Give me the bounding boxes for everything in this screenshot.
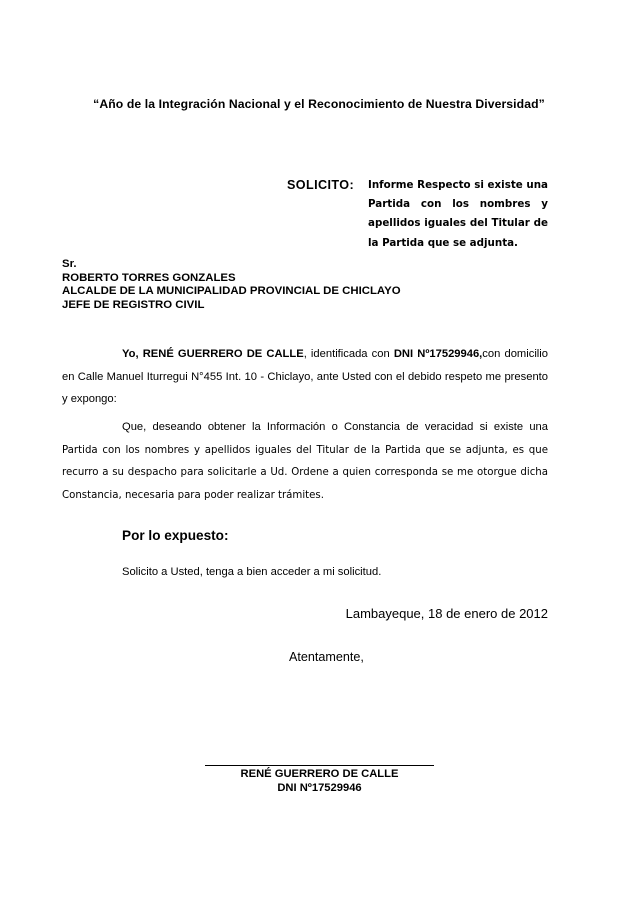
- addressee-block: [62, 258, 401, 312]
- paragraph-introduction: [62, 343, 548, 411]
- signature-line: [205, 765, 434, 766]
- addressee-position: ALCALDE DE LA MUNICIPALIDAD PROVINCIAL DE CHICLAYO: [62, 285, 401, 297]
- addressee-office: JEFE DE REGISTRO CIVIL: [62, 298, 205, 311]
- signer-dni: DNI Nº17529946: [277, 781, 362, 794]
- paragraph1-text-a: , identificada con: [303, 348, 394, 360]
- signer-name: RENÉ GUERRERO DE CALLE: [240, 768, 399, 780]
- final-request: Solicito a Usted, tenga a bien acceder a mi solicitud.: [122, 566, 382, 578]
- applicant-name: Yo, RENÉ GUERRERO DE CALLE: [122, 348, 304, 360]
- solicito-label: SOLICITO:: [287, 178, 355, 192]
- paragraph2-body: Partida con los nombres y apellidos iguales del Titular de la Partida que se adjunta, es que recurro a su despacho para solicitarle a Ud. Ordene a quien corresponda se me otorgue dicha Constancia, necesaria para poder realizar trámites.: [62, 444, 548, 501]
- document-motto: “Año de la Integración Nacional y el Reconocimiento de Nuestra Diversidad”: [93, 97, 545, 111]
- place-and-date: Lambayeque, 18 de enero de 2012: [345, 606, 548, 621]
- addressee-name: ROBERTO TORRES GONZALES: [62, 271, 236, 284]
- applicant-dni: DNI Nº17529946,: [393, 348, 483, 360]
- paragraph1-text-b: con domicilio en Calle Manuel Iturregui N°455 Int. 10 - Chiclayo, ante Usted con el debido respeto me presento y expongo:: [62, 348, 548, 406]
- solicito-subject: Informe Respecto si existe una Partida con los nombres y apellidos iguales del Titular de la Partida que se adjunta.: [368, 179, 548, 249]
- paragraph2-intro: Que, deseando obtener la Información o Constancia de veracidad si existe una: [122, 421, 548, 433]
- signature-block: [205, 768, 434, 795]
- por-lo-expuesto-heading: Por lo expuesto:: [122, 528, 229, 543]
- closing-salutation: Atentamente,: [289, 650, 364, 664]
- paragraph-request: [62, 416, 548, 507]
- addressee-salutation: Sr.: [62, 258, 77, 270]
